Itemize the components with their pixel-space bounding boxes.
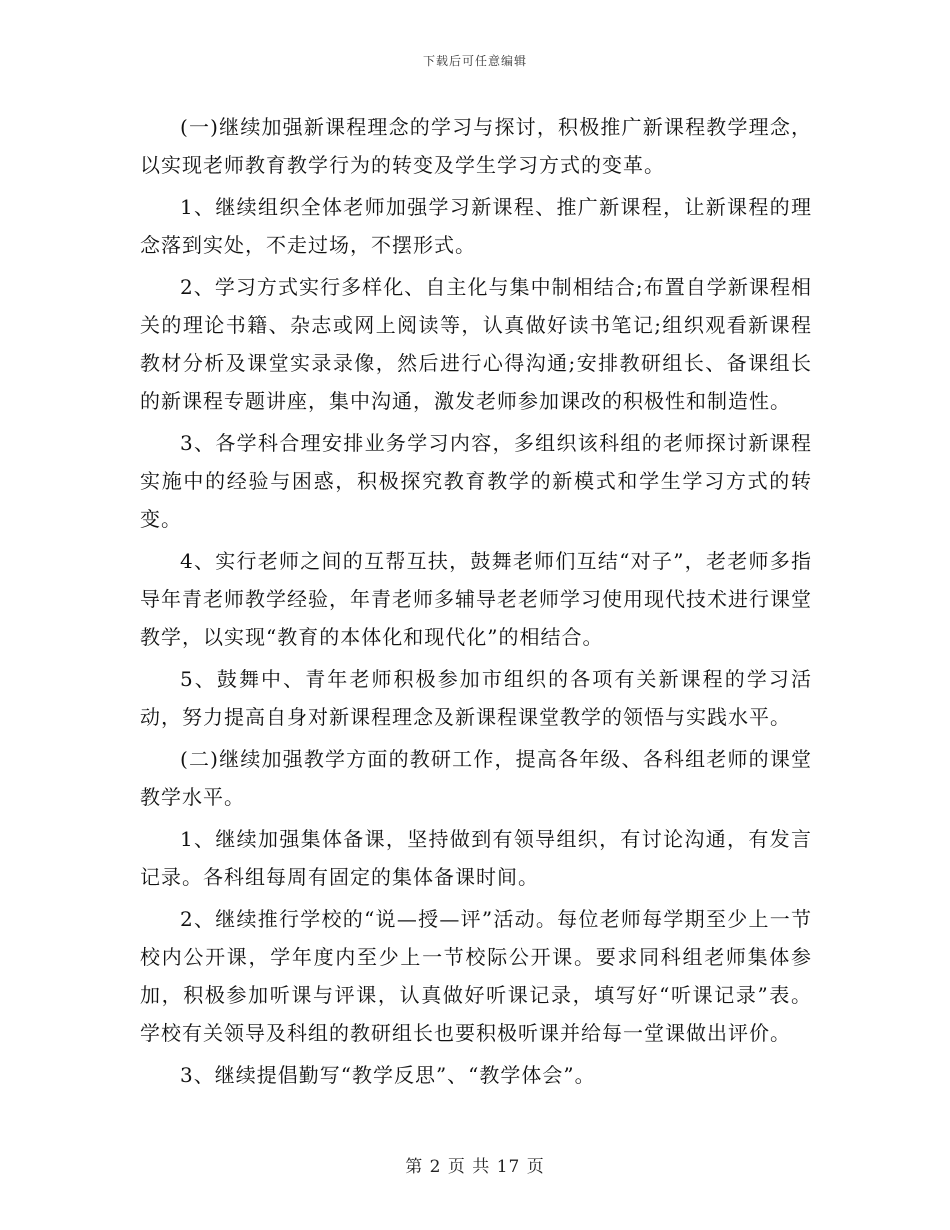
paragraph-item-4: 4、实行老师之间的互帮互扶，鼓舞老师们互结“对子”，老老师多指导年青老师教学经验，年青老师多辅导老老师学习使用现代技术进行课堂教学，以实现“教育的本体化和现代化”的相结合。 [140,549,812,649]
paragraph-item-2: 2、学习方式实行多样化、自主化与集中制相结合;布置自学新课程相关的理论书籍、杂志或网上阅读等，认真做好读书笔记;组织观看新课程教材分析及课堂实录录像，然后进行心得沟通;安排教研组长、备课组长的新课程专题讲座，集中沟通，激发老师参加课改的积极性和制造性。 [140,275,812,413]
page-header: 下载后可任意编辑 [422,54,527,68]
paragraph-item-1b: 1、继续加强集体备课，坚持做到有领导组织，有讨论沟通，有发言记录。各科组每周有固定的集体备课时间。 [140,827,812,889]
paragraph-item-3: 3、各学科合理安排业务学习内容，多组织该科组的老师探讨新课程实施中的经验与困惑，积极探究教育教学的新模式和学生学习方式的转变。 [140,431,812,531]
paragraph-section-2-heading: (二)继续加强教学方面的教研工作，提高各年级、各科组老师的课堂教学水平。 [140,747,812,809]
document-body [140,108,812,1098]
page-number-footer: 第 2 页 共 17 页 [405,1157,545,1177]
paragraph-section-1-heading: (一)继续加强新课程理念的学习与探讨，积极推广新课程教学理念，以实现老师教育教学行为的转变及学生学习方式的变革。 [140,115,812,177]
paragraph-item-3b: 3、继续提倡勤写“教学反思”、“教学体会”。 [180,1063,596,1087]
paragraph-item-5: 5、鼓舞中、青年老师积极参加市组织的各项有关新课程的学习活动，努力提高自身对新课程理念及新课程课堂教学的领悟与实践水平。 [140,667,812,729]
paragraph-item-1: 1、继续组织全体老师加强学习新课程、推广新课程，让新课程的理念落到实处，不走过场，不摆形式。 [140,195,812,257]
paragraph-item-2b: 2、继续推行学校的“说—授—评”活动。每位老师每学期至少上一节校内公开课，学年度内至少上一节校际公开课。要求同科组老师集体参加，积极参加听课与评课，认真做好听课记录，填写好“听课记录”表。学校有关领导及科组的教研组长也要积极听课并给每一堂课做出评价。 [140,907,812,1045]
